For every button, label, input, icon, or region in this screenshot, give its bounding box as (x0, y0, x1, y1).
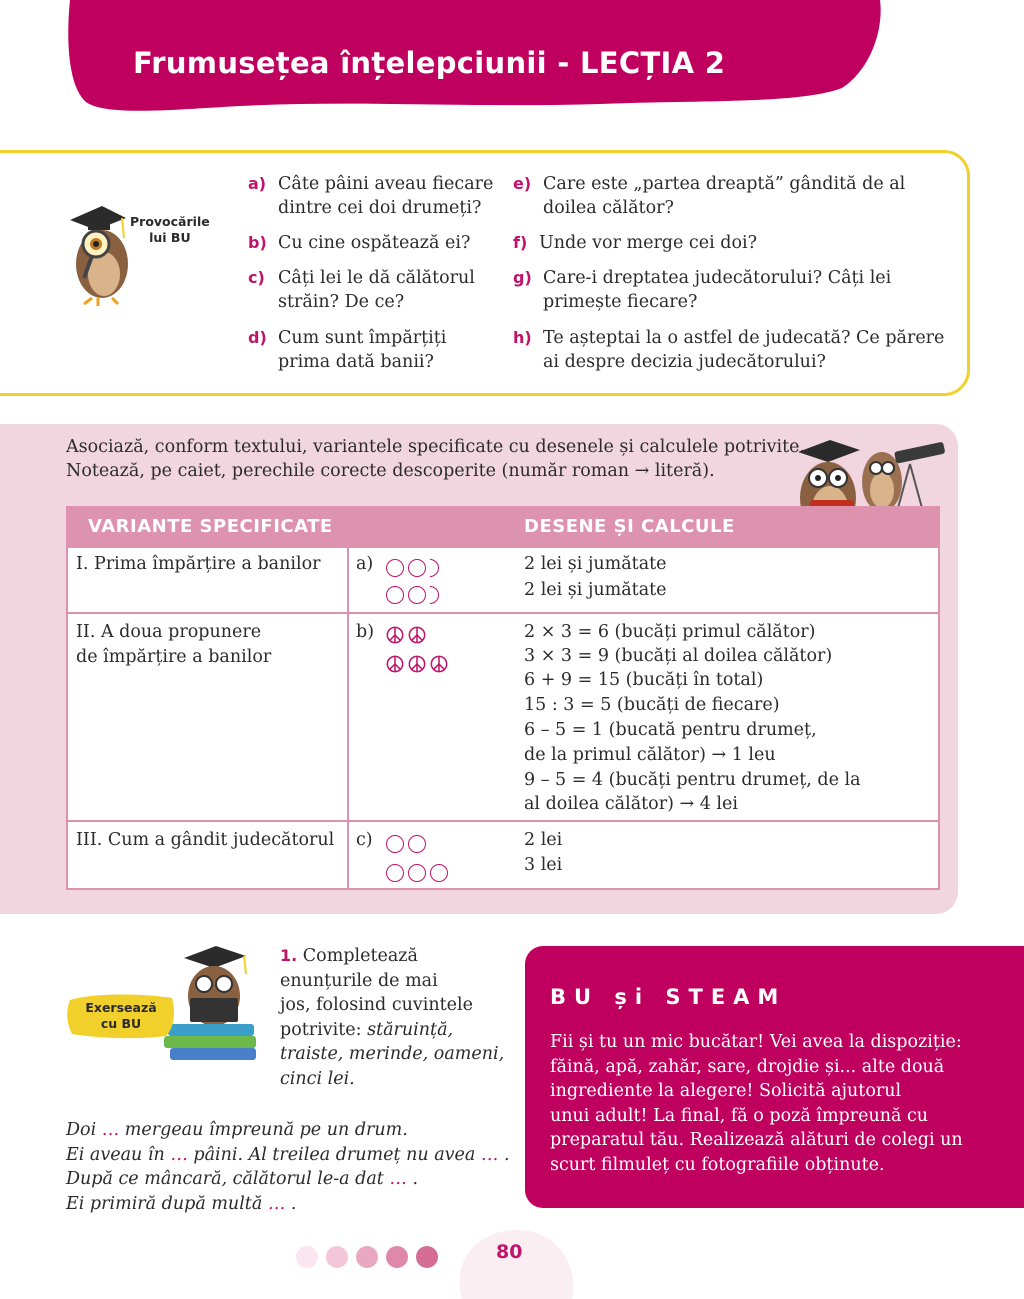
question-text: doilea călător? (543, 198, 674, 218)
question-h (513, 326, 945, 372)
question-letter: g) (513, 268, 532, 287)
bread-circle-icon (408, 864, 426, 882)
half-bread-icon (430, 559, 439, 577)
question-b (248, 231, 471, 255)
badge-line: Exersează (85, 1000, 157, 1015)
question-f (513, 231, 757, 255)
calc-line: 6 + 9 = 15 (bucăți în total) (524, 670, 764, 690)
question-letter: f) (513, 233, 528, 252)
calc-line: 3 × 3 = 9 (bucăți al doilea călător) (524, 646, 833, 666)
question-g (513, 266, 892, 312)
progress-dot (356, 1246, 378, 1268)
question-a (248, 172, 494, 218)
owl-magnifier-icon (62, 198, 134, 308)
divided-bread-symbols (386, 624, 430, 644)
steam-line: făină, apă, zahăr, sare, drojdie și... alte două (550, 1057, 945, 1077)
divided-bread-symbols (386, 653, 452, 673)
question-text: Câți lei le dă călătorul (278, 268, 475, 288)
question-letter: h) (513, 328, 532, 347)
question-text: străin? De ce? (278, 292, 405, 312)
progress-dot (416, 1246, 438, 1268)
exercise-number: 1. (280, 946, 298, 965)
page-title: Frumusețea înțelepciunii - LECȚIA 2 (133, 46, 726, 80)
calc-line: 2 lei și jumătate (524, 554, 667, 574)
instruction-line: Notează, pe caiet, perechile corecte descoperite (număr roman → literă). (66, 461, 715, 481)
question-letter: c) (248, 268, 265, 287)
question-c (248, 266, 475, 312)
bread-circle-icon (408, 835, 426, 853)
divided-bread-icon (430, 655, 448, 673)
calc-line: 2 × 3 = 6 (bucăți primul călător) (524, 622, 816, 642)
sentence: Ei aveau în … pâini. Al treilea drumeț nu avea … . (66, 1144, 510, 1165)
divided-bread-icon (386, 626, 404, 644)
badge-line: Provocările (130, 214, 210, 229)
bread-circle-icon (386, 835, 404, 853)
steam-line: Fii și tu un mic bucătar! Vei avea la dispoziție: (550, 1032, 962, 1052)
blank: … (389, 1169, 407, 1189)
divided-bread-icon (386, 655, 404, 673)
bread-symbols (386, 557, 439, 577)
steam-title: BU și STEAM (550, 985, 787, 1009)
variant-label: III. Cum a gândit judecătorul (76, 830, 335, 850)
variant-label: II. A doua propunere (76, 622, 262, 642)
sentence: După ce mâncară, călătorul le-a dat … . (66, 1169, 419, 1189)
instruction-line: Asociază, conform textului, variantele specificate cu desenele și calculele potrivite. (66, 437, 806, 457)
steam-line: preparatul tău. Realizează alături de colegi un (550, 1130, 963, 1150)
question-text: Cu cine ospătează ei? (278, 233, 471, 253)
question-text: Cum sunt împărțiți (278, 328, 447, 348)
page-number: 80 (496, 1241, 523, 1263)
bread-circle-icon (430, 864, 448, 882)
bread-circle-icon (408, 586, 426, 604)
bread-symbols (386, 833, 430, 853)
calc-line: al doilea călător) → 4 lei (524, 794, 738, 814)
progress-dot (326, 1246, 348, 1268)
progress-dot (296, 1246, 318, 1268)
half-bread-icon (430, 586, 439, 604)
prompt-line: enunțurile de mai (280, 970, 438, 991)
calc-line: 3 lei (524, 855, 563, 875)
calc-line: 9 – 5 = 4 (bucăți pentru drumeț, de la (524, 770, 861, 790)
column-header: VARIANTE SPECIFICATE (88, 516, 333, 537)
question-text: primește fiecare? (543, 292, 698, 312)
question-text: Care este „partea dreaptă” gândită de al (543, 174, 906, 194)
blank: … (480, 1144, 499, 1165)
question-e (513, 172, 906, 218)
word-list: traiste, merinde, oameni, (280, 1044, 505, 1064)
calc-line: 2 lei și jumătate (524, 580, 667, 600)
bread-symbols (386, 584, 439, 604)
bread-symbols (386, 862, 452, 882)
bread-circle-icon (386, 559, 404, 577)
calc-line: de la primul călător) → 1 leu (524, 745, 776, 765)
variant-label: I. Prima împărțire a banilor (76, 554, 321, 574)
sentence: Ei primiră după multă … . (66, 1193, 297, 1214)
divided-bread-icon (408, 626, 426, 644)
steam-line: ingrediente la alegere! Solicită ajutorul (550, 1081, 902, 1101)
calc-line: 6 – 5 = 1 (bucată pentru drumeț, (524, 720, 817, 740)
question-letter: b) (248, 233, 267, 252)
question-text: prima dată banii? (278, 352, 434, 372)
question-text: ai despre decizia judecătorului? (543, 352, 826, 372)
blank: … (267, 1193, 286, 1214)
question-text: Câte pâini aveau fiecare (278, 174, 494, 194)
question-d (248, 326, 447, 372)
question-text: Te așteptai la o astfel de judecată? Ce părere (543, 328, 945, 348)
progress-dot (386, 1246, 408, 1268)
bread-circle-icon (408, 559, 426, 577)
blank: … (170, 1144, 188, 1165)
question-text: Care-i dreptatea judecătorului? Câți lei (543, 268, 892, 288)
question-text: dintre cei doi drumeți? (278, 198, 482, 218)
question-text: Unde vor merge cei doi? (539, 233, 757, 253)
variant-label: de împărțire a banilor (76, 647, 272, 667)
prompt-line: potrivite: (280, 1019, 362, 1040)
bread-circle-icon (386, 864, 404, 882)
exercise-badge (76, 1000, 166, 1032)
question-letter: d) (248, 328, 267, 347)
prompt-line: jos, folosind cuvintele (280, 995, 473, 1015)
exercise-sentences (66, 1118, 510, 1216)
divided-bread-icon (408, 655, 426, 673)
drawing-letter: c) (356, 830, 373, 850)
drawing-letter: a) (356, 554, 374, 574)
word-list: cinci lei. (280, 1068, 355, 1089)
column-header: DESENE ȘI CALCULE (524, 516, 735, 537)
exercise-prompt (280, 944, 504, 1091)
owl-books-icon (160, 944, 270, 1066)
badge-line: lui BU (149, 230, 191, 245)
bread-circle-icon (386, 586, 404, 604)
blank: … (101, 1120, 120, 1140)
steam-line: scurt filmuleț cu fotografiile obținute. (550, 1155, 885, 1175)
question-letter: a) (248, 174, 267, 193)
challenges-badge (130, 214, 210, 246)
prompt-line: Completează (302, 946, 418, 966)
steam-line: unui adult! La final, fă o poză împreună cu (550, 1106, 929, 1126)
question-letter: e) (513, 174, 532, 193)
drawing-letter: b) (356, 622, 375, 642)
word-list: stăruință, (367, 1019, 454, 1040)
calc-line: 2 lei (524, 830, 563, 850)
badge-line: cu BU (100, 1016, 142, 1031)
calc-line: 15 : 3 = 5 (bucăți de fiecare) (524, 695, 780, 715)
sentence: Doi … mergeau împreună pe un drum. (66, 1120, 408, 1140)
